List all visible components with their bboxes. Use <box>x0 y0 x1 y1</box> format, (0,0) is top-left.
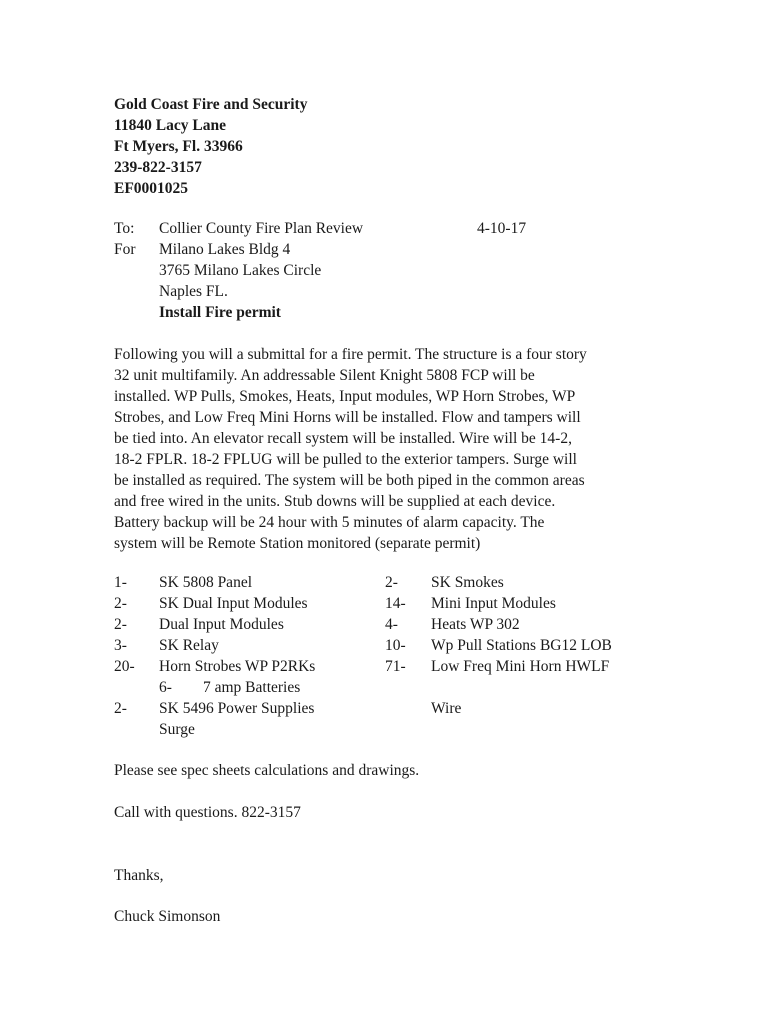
item-desc: SK Dual Input Modules <box>159 595 308 612</box>
letter-date: 4-10-17 <box>477 220 527 237</box>
item-qty: 1- <box>114 574 127 591</box>
body-line: Strobes, and Low Freq Mini Horns will be installed. Flow and tampers will <box>114 409 581 426</box>
company-city: Ft Myers, Fl. 33966 <box>114 138 243 155</box>
item-qty: 2- <box>114 616 127 633</box>
for-row <box>114 260 674 281</box>
company-name: Gold Coast Fire and Security <box>114 96 308 113</box>
equipment-row <box>114 719 674 740</box>
item-desc: Surge <box>159 721 195 738</box>
company-street: 11840 Lacy Lane <box>114 117 226 134</box>
subject-line: Install Fire permit <box>159 304 281 321</box>
item-qty: 3- <box>114 637 127 654</box>
company-phone: 239-822-3157 <box>114 159 202 176</box>
item-qty: 4- <box>385 616 398 633</box>
equipment-row <box>114 614 674 635</box>
item-desc: Dual Input Modules <box>159 616 284 633</box>
to-value: Collier County Fire Plan Review <box>159 220 364 237</box>
for-label: For <box>114 241 136 258</box>
body-line: Battery backup will be 24 hour with 5 minutes of alarm capacity. The <box>114 514 545 531</box>
for-line: 3765 Milano Lakes Circle <box>159 262 322 279</box>
to-label: To: <box>114 220 135 237</box>
body-line: and free wired in the units. Stub downs will be supplied at each device. <box>114 493 556 510</box>
equipment-row <box>114 593 674 614</box>
item-qty: 2- <box>114 700 127 717</box>
for-row <box>114 281 674 302</box>
item-desc: SK 5808 Panel <box>159 574 252 591</box>
body-line: Following you will a submittal for a fire permit. The structure is a four story <box>114 346 587 363</box>
equipment-row <box>114 572 674 593</box>
item-desc: 7 amp Batteries <box>203 679 301 696</box>
equipment-row <box>114 698 674 719</box>
body-line: be tied into. An elevator recall system will be installed. Wire will be 14-2, <box>114 430 572 447</box>
to-row <box>114 218 674 239</box>
item-qty: 10- <box>385 637 406 654</box>
closing-thanks: Thanks, <box>114 867 164 884</box>
item-qty: 14- <box>385 595 406 612</box>
address-block <box>114 218 674 323</box>
item-qty: 2- <box>114 595 127 612</box>
item-desc: SK 5496 Power Supplies <box>159 700 315 717</box>
body-line: be installed as required. The system will be both piped in the common areas <box>114 472 585 489</box>
item-desc: SK Smokes <box>431 574 504 591</box>
item-qty: 71- <box>385 658 406 675</box>
item-qty: 2- <box>385 574 398 591</box>
signature-name: Chuck Simonson <box>114 908 221 925</box>
equipment-row <box>114 677 674 698</box>
body-line: 18-2 FPLR. 18-2 FPLUG will be pulled to the exterior tampers. Surge will <box>114 451 577 468</box>
item-qty: 20- <box>114 658 135 675</box>
item-desc: Horn Strobes WP P2RKs <box>159 658 316 675</box>
item-desc: Wire <box>431 700 462 717</box>
equipment-row <box>114 656 674 677</box>
for-row <box>114 239 674 260</box>
item-desc: SK Relay <box>159 637 219 654</box>
equipment-row <box>114 635 674 656</box>
item-desc: Wp Pull Stations BG12 LOB <box>431 637 612 654</box>
item-desc: Mini Input Modules <box>431 595 556 612</box>
company-license: EF0001025 <box>114 180 189 197</box>
body-line: 32 unit multifamily. An addressable Silent Knight 5808 FCP will be <box>114 367 535 384</box>
call-note: Call with questions. 822-3157 <box>114 804 301 821</box>
for-line: Naples FL. <box>159 283 228 300</box>
spec-note: Please see spec sheets calculations and drawings. <box>114 762 420 779</box>
letterhead <box>114 94 307 199</box>
body-line: system will be Remote Station monitored (separate permit) <box>114 535 481 552</box>
item-desc: Low Freq Mini Horn HWLF <box>431 658 610 675</box>
subject-row <box>114 302 674 323</box>
item-desc: Heats WP 302 <box>431 616 520 633</box>
for-line: Milano Lakes Bldg 4 <box>159 241 291 258</box>
item-qty: 6- <box>159 679 172 696</box>
equipment-list <box>114 572 674 740</box>
body-line: installed. WP Pulls, Smokes, Heats, Input modules, WP Horn Strobes, WP <box>114 388 576 405</box>
body-paragraph <box>114 344 659 554</box>
